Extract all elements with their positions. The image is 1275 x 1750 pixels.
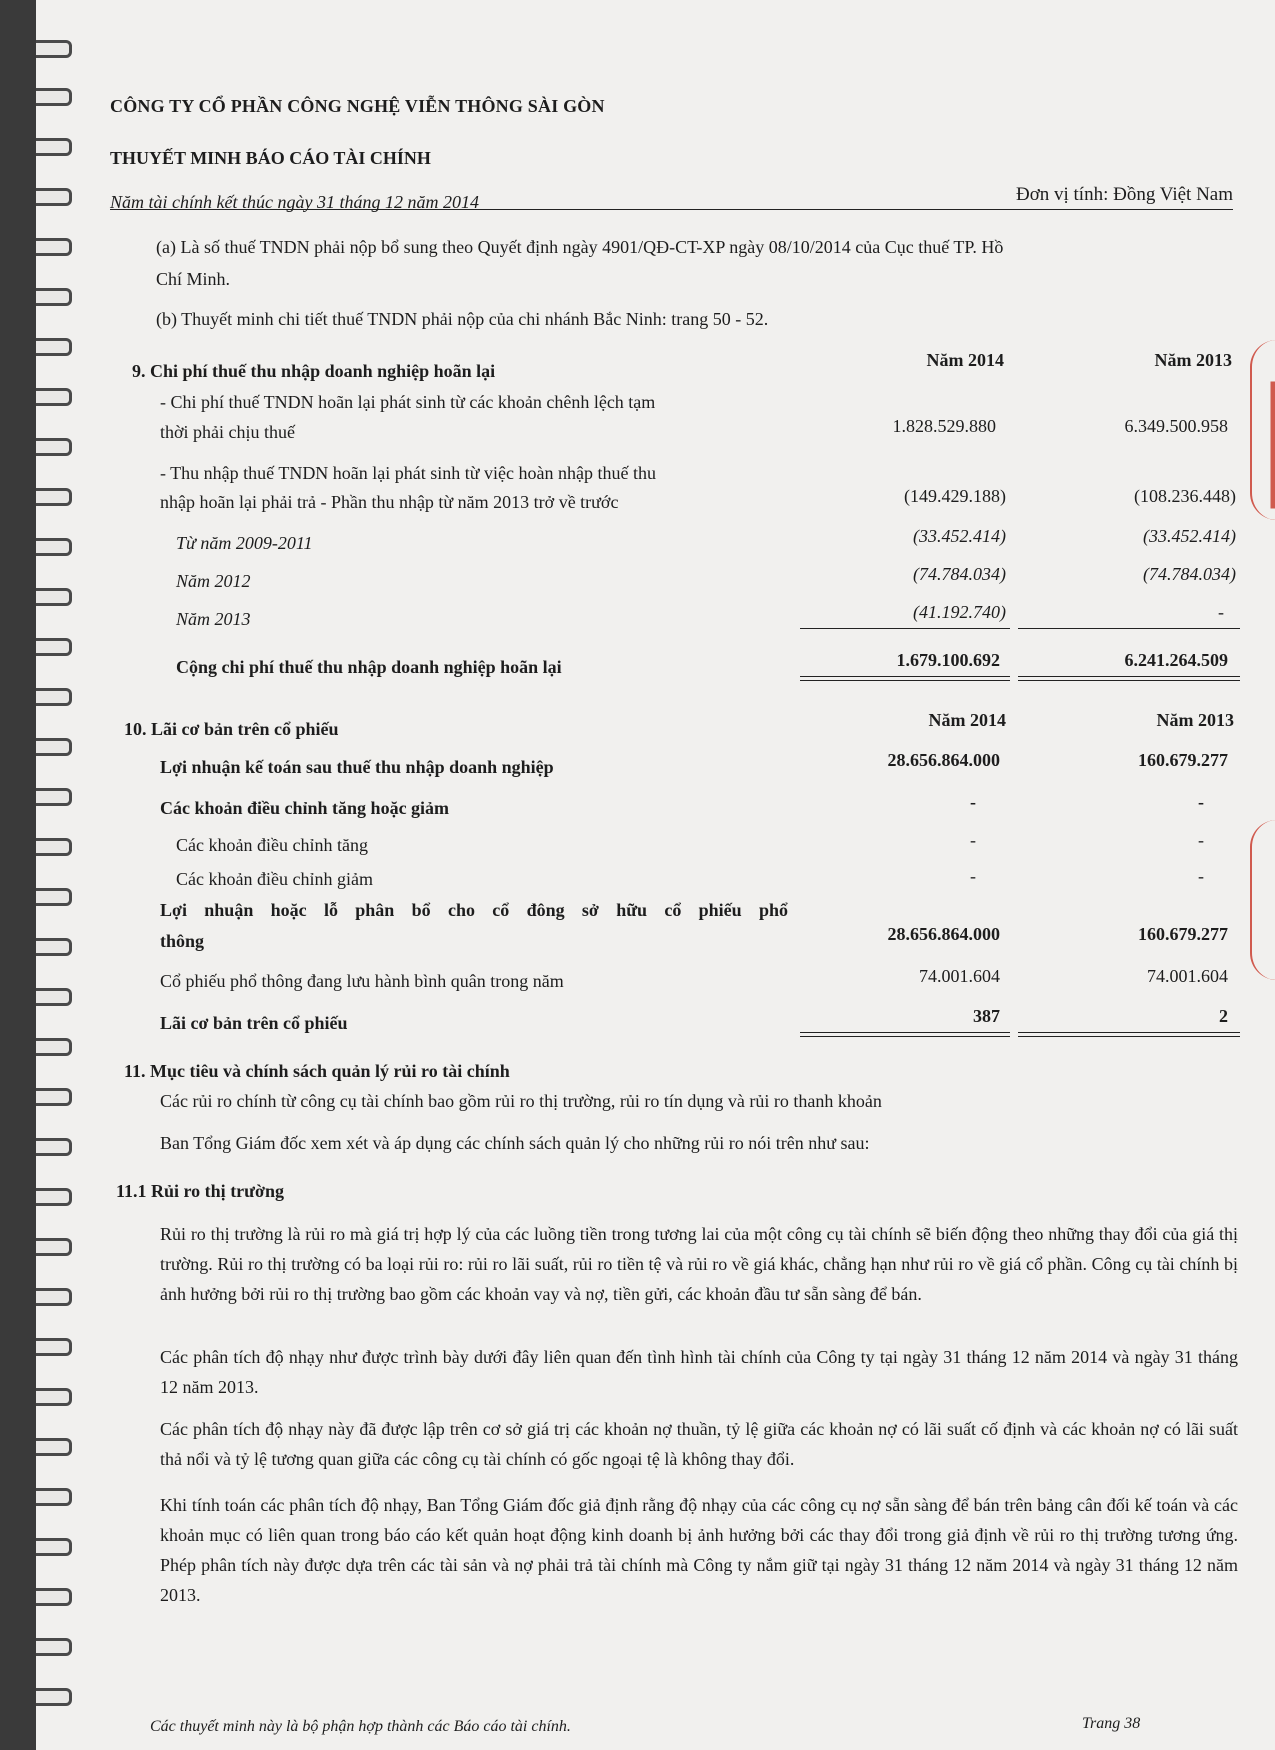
note-a-line-1: (a) Là số thuế TNDN phải nộp bổ sung theo Quyết định ngày 4901/QĐ-CT-XP ngày 08/10/2014 của Cục thuế TP. Hồ [156, 237, 1004, 257]
total-double-rule [800, 1032, 1010, 1037]
s9-total-label: Cộng chi phí thuế thu nhập doanh nghiệp hoãn lại [176, 657, 562, 677]
s9-row2-label-2: nhập hoãn lại phải trả - Phần thu nhập từ năm 2013 trở về trước [160, 492, 619, 512]
s11-1-paragraph-3: Các phân tích độ nhạy này đã được lập trên cơ sở giá trị các khoản nợ thuần, tỷ lệ giữa các khoản nợ có lãi suất cố định và các khoản nợ có lãi suất thả nổi và tỷ lệ tương quan giữa các công cụ tài chính có gốc ngoại tệ là không thay đổi. [160, 1419, 1238, 1469]
binding-ring [36, 738, 72, 756]
binding-ring [36, 888, 72, 906]
binding-ring [36, 88, 72, 106]
s10-row2-label: Các khoản điều chỉnh tăng hoặc giảm [160, 798, 450, 818]
s9-row5-2014: (41.192.740) [913, 602, 1006, 622]
total-double-rule [1018, 1032, 1240, 1037]
s9-row5-2013: - [1218, 602, 1224, 622]
binding-ring [36, 238, 72, 256]
header-rule [110, 209, 1233, 210]
s9-total-2013: 6.241.264.509 [1124, 650, 1228, 670]
s9-row4-label: Năm 2012 [176, 571, 251, 591]
binding-ring [36, 288, 72, 306]
total-double-rule [1018, 676, 1240, 681]
fiscal-year: Năm tài chính kết thúc ngày 31 tháng 12 năm 2014 [110, 192, 479, 212]
binding-ring [36, 538, 72, 556]
s10-row5-2013: 160.679.277 [1138, 924, 1228, 944]
spiral-binding [0, 0, 88, 1750]
binding-ring [36, 1238, 72, 1256]
s10-row7-label: Lãi cơ bản trên cổ phiếu [160, 1013, 348, 1033]
s9-row3-2013: (33.452.414) [1143, 526, 1236, 546]
s9-row1-label-1: - Chi phí thuế TNDN hoãn lại phát sinh từ các khoản chênh lệch tạm [160, 392, 656, 412]
binding-ring [36, 1588, 72, 1606]
binding-ring [36, 138, 72, 156]
s10-row1-2014: 28.656.864.000 [887, 750, 1000, 770]
binding-ring [36, 388, 72, 406]
currency-unit: Đơn vị tính: Đồng Việt Nam [1015, 184, 1233, 205]
s11-paragraph-2: Ban Tổng Giám đốc xem xét và áp dụng các chính sách quản lý cho những rủi ro nói trên như sau: [160, 1133, 870, 1153]
binding-spine [0, 0, 36, 1750]
binding-ring [36, 1088, 72, 1106]
binding-ring [36, 1338, 72, 1356]
s9-row1-2013: 6.349.500.958 [1124, 416, 1228, 436]
s9-row4-2013: (74.784.034) [1143, 564, 1236, 584]
section-11-1-heading: 11.1 Rủi ro thị trường [116, 1181, 284, 1201]
binding-ring [36, 638, 72, 656]
s10-row4-label: Các khoản điều chỉnh giảm [176, 869, 373, 889]
s10-row6-2013: 74.001.604 [1147, 966, 1228, 986]
s10-row4-2013: - [1198, 866, 1204, 886]
binding-ring [36, 40, 72, 58]
s9-row3-2014: (33.452.414) [913, 526, 1006, 546]
binding-ring [36, 1038, 72, 1056]
binding-ring [36, 338, 72, 356]
s11-1-paragraph-2: Các phân tích độ nhạy như được trình bày dưới đây liên quan đến tình hình tài chính của Công ty tại ngày 31 tháng 12 năm 2014 và ngày 31 tháng 12 năm 2013. [160, 1347, 1238, 1397]
s10-row2-2013: - [1198, 792, 1204, 812]
s9-row1-label-2: thời phải chịu thuế [160, 422, 295, 442]
s10-row5-2014: 28.656.864.000 [887, 924, 1000, 944]
s10-row3-2014: - [970, 830, 976, 850]
s10-row6-label: Cổ phiếu phổ thông đang lưu hành bình quân trong năm [160, 971, 564, 991]
s10-row7-2014: 387 [973, 1006, 1000, 1026]
binding-ring [36, 438, 72, 456]
section-11-heading: 11. Mục tiêu và chính sách quản lý rủi ro tài chính [124, 1061, 510, 1081]
col-year-2013: Năm 2013 [1154, 350, 1232, 370]
section-9-heading: 9. Chi phí thuế thu nhập doanh nghiệp hoãn lại [132, 361, 496, 381]
binding-ring [36, 1188, 72, 1206]
s10-row3-label: Các khoản điều chỉnh tăng [176, 835, 368, 855]
s9-row5-label: Năm 2013 [176, 609, 251, 629]
binding-ring [36, 688, 72, 706]
col-year-2014: Năm 2014 [928, 710, 1006, 730]
s11-1-paragraph-1: Rủi ro thị trường là rủi ro mà giá trị hợp lý của các luồng tiền trong tương lai của một công cụ tài chính sẽ biến động theo những thay đổi của giá thị trường. Rủi ro thị trường có ba loại rủi ro: rủi ro lãi suất, rủi ro tiền tệ và rủi ro về giá khác, chẳng hạn như rủi ro về giá cổ phần. Công cụ tài chính bị ảnh hưởng bởi rủi ro thị trường bao gồm các khoản vay và nợ, tiền gửi, các khoản đầu tư sẵn sàng để bán. [160, 1224, 1238, 1304]
note-a-line-2: Chí Minh. [156, 269, 231, 289]
binding-ring [36, 988, 72, 1006]
s10-row1-label: Lợi nhuận kế toán sau thuế thu nhập doanh nghiệp [160, 757, 554, 777]
subtotal-rule [800, 628, 1010, 629]
page-number: Trang 38 [1082, 1715, 1141, 1732]
s11-1-paragraph-4: Khi tính toán các phân tích độ nhạy, Ban Tổng Giám đốc giả định rằng độ nhạy của các công cụ nợ sẵn sàng để bán trên bảng cân đối kế toán và các khoản mục có liên quan trong báo cáo kết quản hoạt động kinh doanh bị ảnh hưởng bởi các thay đổi trong giả định về rủi ro thị trường tương ứng. Phép phân tích này được dựa trên các tài sản và nợ phải trả tài chính mà Công ty nắm giữ tại ngày 31 tháng 12 năm 2014 và ngày 31 tháng 12 năm 2013. [160, 1495, 1238, 1605]
col-year-2014: Năm 2014 [926, 350, 1004, 370]
footer-note: Các thuyết minh này là bộ phận hợp thành các Báo cáo tài chính. [150, 1718, 571, 1735]
s10-row5-label-2: thông [160, 931, 205, 951]
red-stamp-mark [1250, 340, 1275, 520]
section-10-heading: 10. Lãi cơ bản trên cổ phiếu [124, 719, 339, 739]
s9-row4-2014: (74.784.034) [913, 564, 1006, 584]
subtotal-rule [1018, 628, 1240, 629]
col-year-2013: Năm 2013 [1156, 710, 1234, 730]
binding-ring [36, 1388, 72, 1406]
binding-ring [36, 488, 72, 506]
s10-row1-2013: 160.679.277 [1138, 750, 1228, 770]
s10-row3-2013: - [1198, 830, 1204, 850]
s11-paragraph-1: Các rủi ro chính từ công cụ tài chính bao gồm rủi ro thị trường, rủi ro tín dụng và rủi ro thanh khoản [160, 1091, 882, 1111]
s10-row7-2013: 2 [1219, 1006, 1228, 1026]
binding-ring [36, 938, 72, 956]
binding-ring [36, 1638, 72, 1656]
s9-total-2014: 1.679.100.692 [896, 650, 1000, 670]
binding-ring [36, 788, 72, 806]
s10-row2-2014: - [970, 792, 976, 812]
red-stamp-mark [1250, 820, 1275, 980]
s10-row4-2014: - [970, 866, 976, 886]
s9-row2-label-1: - Thu nhập thuế TNDN hoãn lại phát sinh từ việc hoàn nhập thuế thu [160, 463, 656, 483]
s10-row5-label-1: Lợi nhuận hoặc lỗ phân bổ cho cổ đông sở hữu cổ phiếu phổ [160, 900, 788, 920]
binding-ring [36, 588, 72, 606]
s10-row6-2014: 74.001.604 [919, 966, 1000, 986]
total-double-rule [800, 676, 1010, 681]
s9-row2-2014: (149.429.188) [904, 486, 1006, 506]
binding-ring [36, 1488, 72, 1506]
binding-ring [36, 1538, 72, 1556]
binding-ring [36, 1288, 72, 1306]
binding-ring [36, 1688, 72, 1706]
s9-row2-2013: (108.236.448) [1134, 486, 1236, 506]
company-name: CÔNG TY CỔ PHẦN CÔNG NGHỆ VIỄN THÔNG SÀI GÒN [110, 96, 605, 116]
binding-ring [36, 188, 72, 206]
binding-ring [36, 1438, 72, 1456]
s9-row1-2014: 1.828.529.880 [892, 416, 996, 436]
binding-ring [36, 1138, 72, 1156]
note-b: (b) Thuyết minh chi tiết thuế TNDN phải nộp của chi nhánh Bắc Ninh: trang 50 - 52. [156, 309, 769, 329]
binding-ring [36, 838, 72, 856]
document-title: THUYẾT MINH BÁO CÁO TÀI CHÍNH [110, 148, 431, 168]
s9-row3-label: Từ năm 2009-2011 [176, 533, 313, 553]
